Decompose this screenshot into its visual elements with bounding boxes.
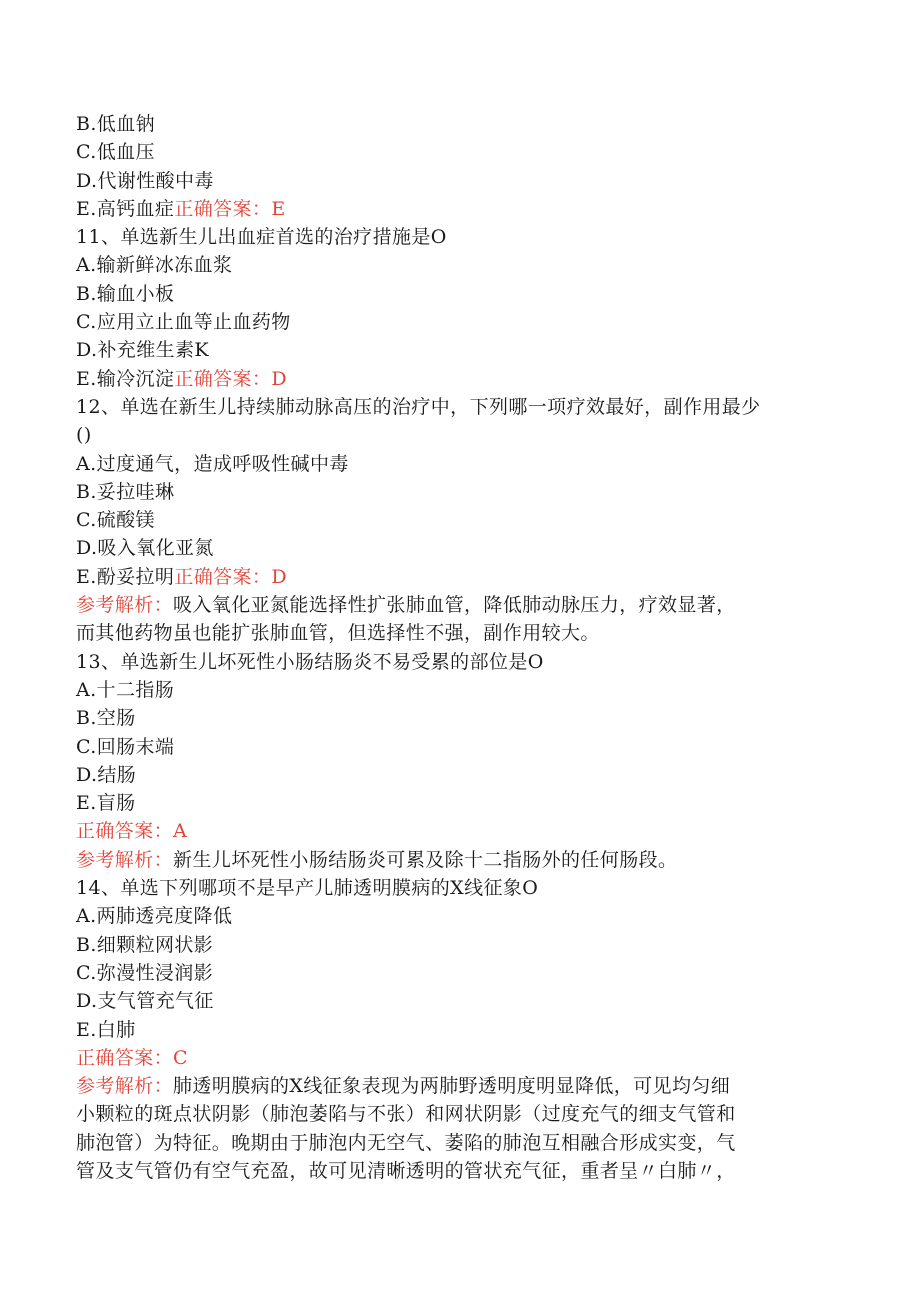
correct-answer: 正确答案：D: [174, 367, 287, 390]
option-line: [76, 280, 836, 308]
analysis-line: [76, 846, 836, 874]
option-text: A.过度通气，造成呼吸性碱中毒: [76, 452, 349, 475]
option-line: [76, 931, 836, 959]
question-stem: [76, 393, 836, 421]
option-line: [76, 308, 836, 336]
question-text: 14、单选下列哪项不是早产儿肺透明膜病的X线征象O: [76, 877, 539, 900]
option-text: B.细颗粒网状影: [76, 933, 214, 956]
question-stem-continued: [76, 421, 836, 449]
correct-answer: 正确答案：D: [174, 565, 287, 588]
option-text: B.低血钠: [76, 113, 156, 135]
option-text: D.吸入氧化亚氮: [76, 537, 214, 560]
option-line: [76, 506, 836, 534]
analysis-line: [76, 1100, 836, 1128]
option-line: [76, 761, 836, 789]
analysis-text: 管及支气管仍有空气充盈，故可见清晰透明的管状充气征，重者呈〃白肺〃，: [76, 1159, 736, 1182]
option-line: [76, 676, 836, 704]
analysis-label: 参考解析：: [76, 1075, 174, 1098]
option-text: C.应用立止血等止血药物: [76, 311, 291, 334]
option-line: [76, 450, 836, 478]
option-text: D.代谢性酸中毒: [76, 169, 214, 192]
option-text: C.弥漫性浸润影: [76, 961, 214, 984]
option-text: D.补充维生素K: [76, 339, 209, 362]
question-text: 11、单选新生儿出血症首选的治疗措施是O: [76, 226, 447, 249]
option-line: [76, 167, 836, 195]
option-line: [76, 563, 836, 591]
analysis-text: 小颗粒的斑点状阴影（肺泡萎陷与不张）和网状阴影（过度充气的细支气管和: [76, 1103, 736, 1126]
option-line: [76, 704, 836, 732]
question-text: (): [76, 424, 92, 447]
option-text: C.回肠末端: [76, 735, 175, 758]
option-text: E.酚妥拉明: [76, 565, 175, 588]
option-line: [76, 534, 836, 562]
analysis-label: 参考解析：: [76, 848, 174, 871]
option-text: D.结肠: [76, 763, 137, 786]
option-text: A.两肺透亮度降低: [76, 905, 233, 928]
option-text: C.硫酸镁: [76, 509, 155, 532]
analysis-line: [76, 1157, 836, 1185]
option-text: B.妥拉哇琳: [76, 480, 175, 503]
correct-answer: 正确答案：A: [76, 820, 188, 843]
option-line: [76, 733, 836, 761]
answer-line: [76, 1044, 836, 1072]
analysis-line: [76, 1072, 836, 1100]
option-line: [76, 959, 836, 987]
option-line: [76, 365, 836, 393]
analysis-label: 参考解析：: [76, 594, 174, 617]
option-line: [76, 336, 836, 364]
analysis-line: [76, 1129, 836, 1157]
question-stem: [76, 648, 836, 676]
option-line: [76, 478, 836, 506]
option-line: [76, 1016, 836, 1044]
analysis-text: 而其他药物虽也能扩张肺血管，但选择性不强，副作用较大。: [76, 622, 600, 645]
option-text: A.输新鲜冰冻血浆: [76, 254, 233, 277]
question-stem: [76, 223, 836, 251]
answer-line: [76, 817, 836, 845]
option-text: E.输冷沉淀: [76, 367, 175, 390]
option-text: B.空肠: [76, 707, 136, 730]
option-line: [76, 251, 836, 279]
question-stem: [76, 874, 836, 902]
option-text: E.高钙血症: [76, 197, 175, 220]
document-content: [76, 110, 836, 1185]
question-text: 13、单选新生儿坏死性小肠结肠炎不易受累的部位是O: [76, 650, 544, 673]
analysis-text: 吸入氧化亚氮能选择性扩张肺血管，降低肺动脉压力，疗效显著，: [173, 594, 736, 617]
option-line: [76, 902, 836, 930]
option-text: E.盲肠: [76, 792, 136, 815]
correct-answer: 正确答案：C: [76, 1046, 188, 1069]
question-text: 12、单选在新生儿持续肺动脉高压的治疗中，下列哪一项疗效最好，副作用最少: [76, 395, 761, 418]
analysis-text: 肺透明膜病的X线征象表现为两肺野透明度明显降低，可见均匀细: [173, 1075, 731, 1098]
option-text: E.白肺: [76, 1018, 136, 1041]
option-text: A.十二指肠: [76, 678, 175, 701]
option-line: [76, 138, 836, 166]
option-text: C.低血压: [76, 141, 155, 164]
analysis-text: 新生儿坏死性小肠结肠炎可累及除十二指肠外的任何肠段。: [173, 848, 678, 871]
analysis-line: [76, 619, 836, 647]
option-text: B.输血小板: [76, 282, 175, 305]
option-line: [76, 110, 836, 138]
option-text: D.支气管充气征: [76, 990, 214, 1013]
analysis-line: [76, 591, 836, 619]
option-line: [76, 987, 836, 1015]
analysis-text: 肺泡管）为特征。晚期由于肺泡内无空气、萎陷的肺泡互相融合形成实变，气: [76, 1131, 736, 1154]
option-line: [76, 195, 836, 223]
option-line: [76, 789, 836, 817]
correct-answer: 正确答案：E: [174, 197, 286, 220]
